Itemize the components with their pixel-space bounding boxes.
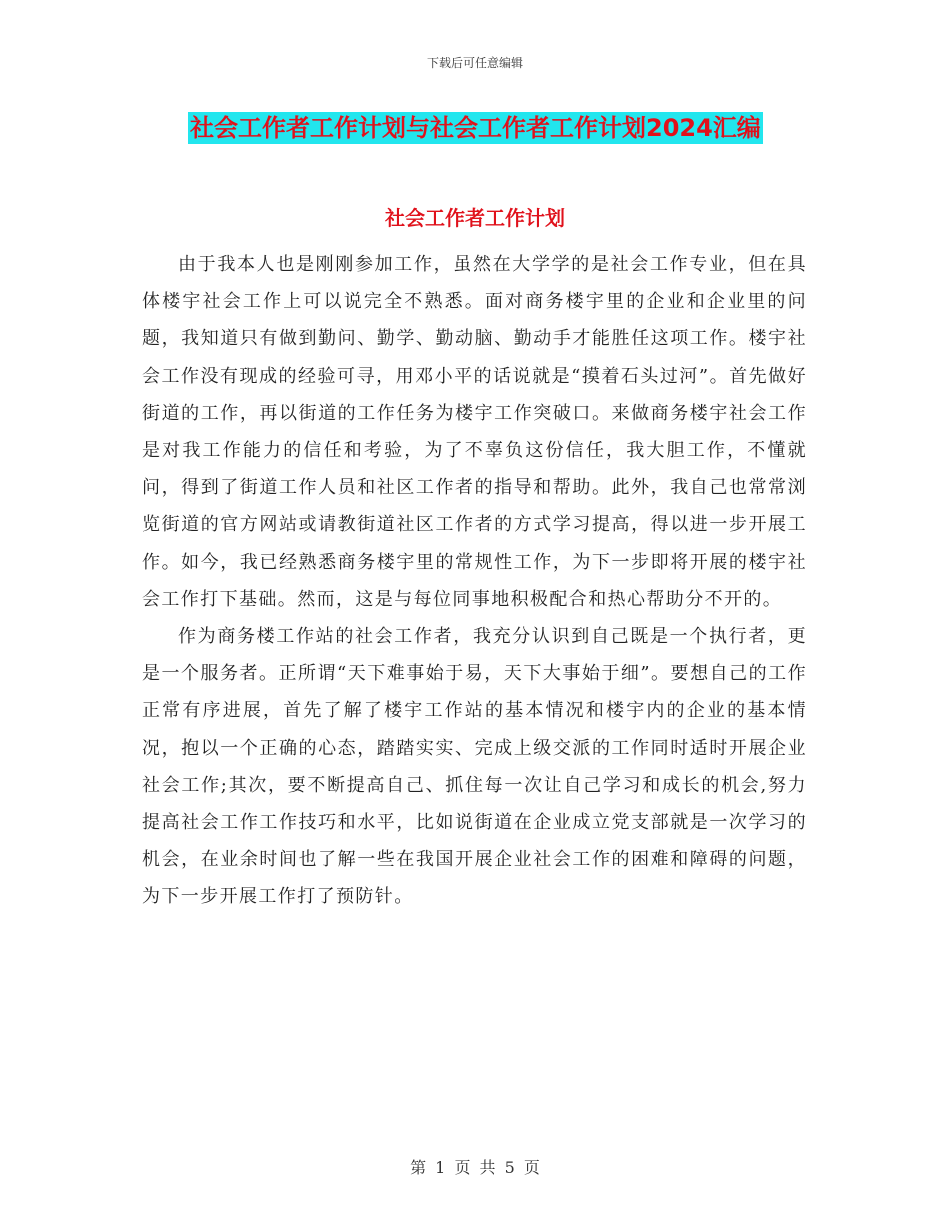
body-text (142, 246, 807, 916)
header-note: 下载后可任意编辑 (426, 56, 523, 70)
page-footer: 第 1 页 共 5 页 (410, 1158, 540, 1177)
paragraph-2: 作为商务楼工作站的社会工作者，我充分认识到自己既是一个执行者，更是一个服务者。正所谓“天下难事始于易，天下大事始于细”。要想自己的工作正常有序进展，首先了解了楼宇工作站的基本情况和楼宇内的企业的基本情况，抱以一个正确的心态，踏踏实实、完成上级交派的工作同时适时开展企业社会工作;其次，要不断提高自己、抓住每一次让自己学习和成长的机会,努力提高社会工作工作技巧和水平，比如说街道在企业成立党支部就是一次学习的机会，在业余时间也了解一些在我国开展企业社会工作的困难和障碍的问题，为下一步开展工作打了预防针。 (142, 626, 807, 908)
document-title: 社会工作者工作计划与社会工作者工作计划2024汇编 (190, 114, 761, 142)
section-title: 社会工作者工作计划 (385, 206, 565, 230)
paragraph-1: 由于我本人也是刚刚参加工作，虽然在大学学的是社会工作专业，但在具体楼宇社会工作上可以说完全不熟悉。面对商务楼宇里的企业和企业里的问题，我知道只有做到勤问、勤学、勤动脑、勤动手才能胜任这项工作。楼宇社会工作没有现成的经验可寻，用邓小平的话说就是“摸着石头过河”。首先做好街道的工作，再以街道的工作任务为楼宇工作突破口。来做商务楼宇社会工作是对我工作能力的信任和考验，为了不辜负这份信任，我大胆工作，不懂就问，得到了街道工作人员和社区工作者的指导和帮助。此外，我自己也常常浏览街道的官方网站或请教街道社区工作者的方式学习提高，得以进一步开展工作。如今，我已经熟悉商务楼宇里的常规性工作，为下一步即将开展的楼宇社会工作打下基础。然而，这是与每位同事地积极配合和热心帮助分不开的。 (142, 254, 807, 610)
